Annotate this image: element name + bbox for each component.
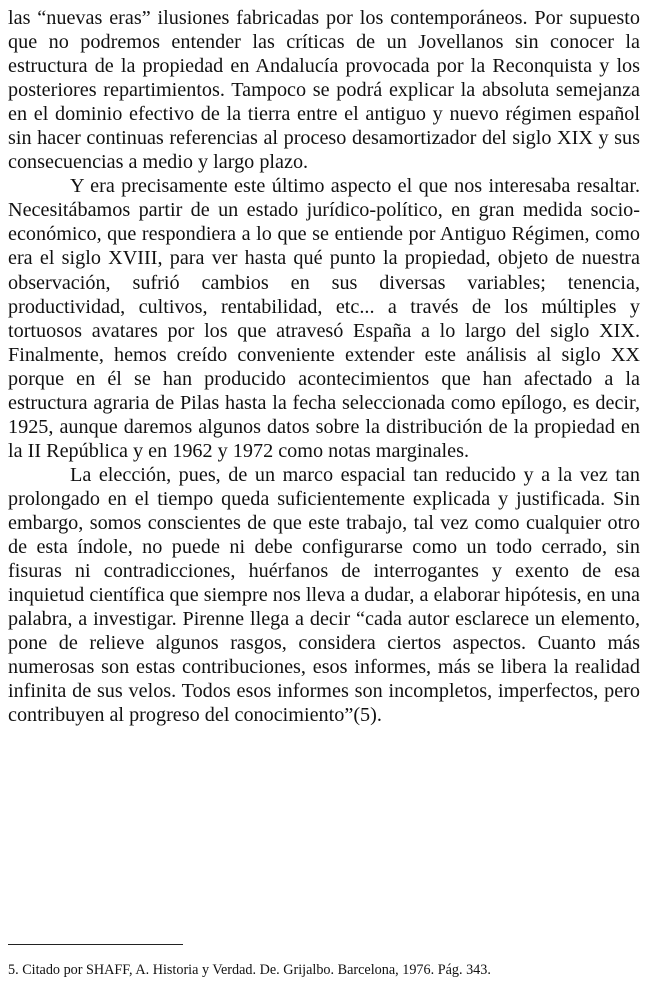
paragraph-2: Y era precisamente este último aspecto el que nos interesaba resaltar. Necesitábamos partir de un estado jurídico-político, en gran medida socio-económico, que respondiera a lo que se entiende por Antiguo Régimen, como era el siglo XVIII, para ver hasta qué punto la propiedad, objeto de nuestra observación, sufrió cambios en sus diversas variables; tenencia, productividad, cultivos, rentabilidad, etc... a través de los múltiples y tortuosos avatares por los que atravesó España a lo largo del siglo XIX. Finalmente, hemos creído conveniente extender este análisis al siglo XX porque en él se han producido acontecimientos que han afectado a la estructura agraria de Pilas hasta la fecha seleccionada como epílogo, es decir, 1925, aunque daremos algunos datos sobre la distribución de la propiedad en la II República y en 1962 y 1972 como notas marginales.	[8, 175, 640, 462]
footnote-5: 5. Citado por SHAFF, A. Historia y Verdad. De. Grijalbo. Barcelona, 1976. Pág. 343.	[8, 962, 491, 978]
body-text	[8, 6, 640, 727]
paragraph-1: las “nuevas eras” ilusiones fabricadas por los contemporáneos. Por supuesto que no podremos entender las críticas de un Jovellanos sin conocer la estructura de la propiedad en Andalucía provocada por la Reconquista y los posteriores repartimientos. Tampoco se podrá explicar la absoluta semejanza en el dominio efectivo de la tierra entre el antiguo y nuevo régimen español sin hacer continuas referencias al proceso desamortizador del siglo XIX y sus consecuencias a medio y largo plazo.	[8, 7, 640, 174]
paragraph-3: La elección, pues, de un marco espacial tan reducido y a la vez tan prolongado en el tiempo queda suficientemente explicada y justificada. Sin embargo, somos conscientes de que este trabajo, tal vez como cualquier otro de esta índole, no puede ni debe configurarse como un todo cerrado, sin fisuras ni contradicciones, huérfanos de interrogantes y exento de esa inquietud científica que siempre nos lleva a dudar, a elaborar hipótesis, en una palabra, a investigar. Pirenne llega a decir “cada autor esclarece un elemento, pone de relieve algunos rasgos, considera ciertos aspectos. Cuanto más numerosas son estas contribuciones, esos informes, más se libera la realidad infinita de sus velos. Todos esos informes son incompletos, imperfectos, pero contribuyen al progreso del conocimiento”(5).	[8, 463, 640, 727]
footnote-divider	[8, 944, 183, 945]
